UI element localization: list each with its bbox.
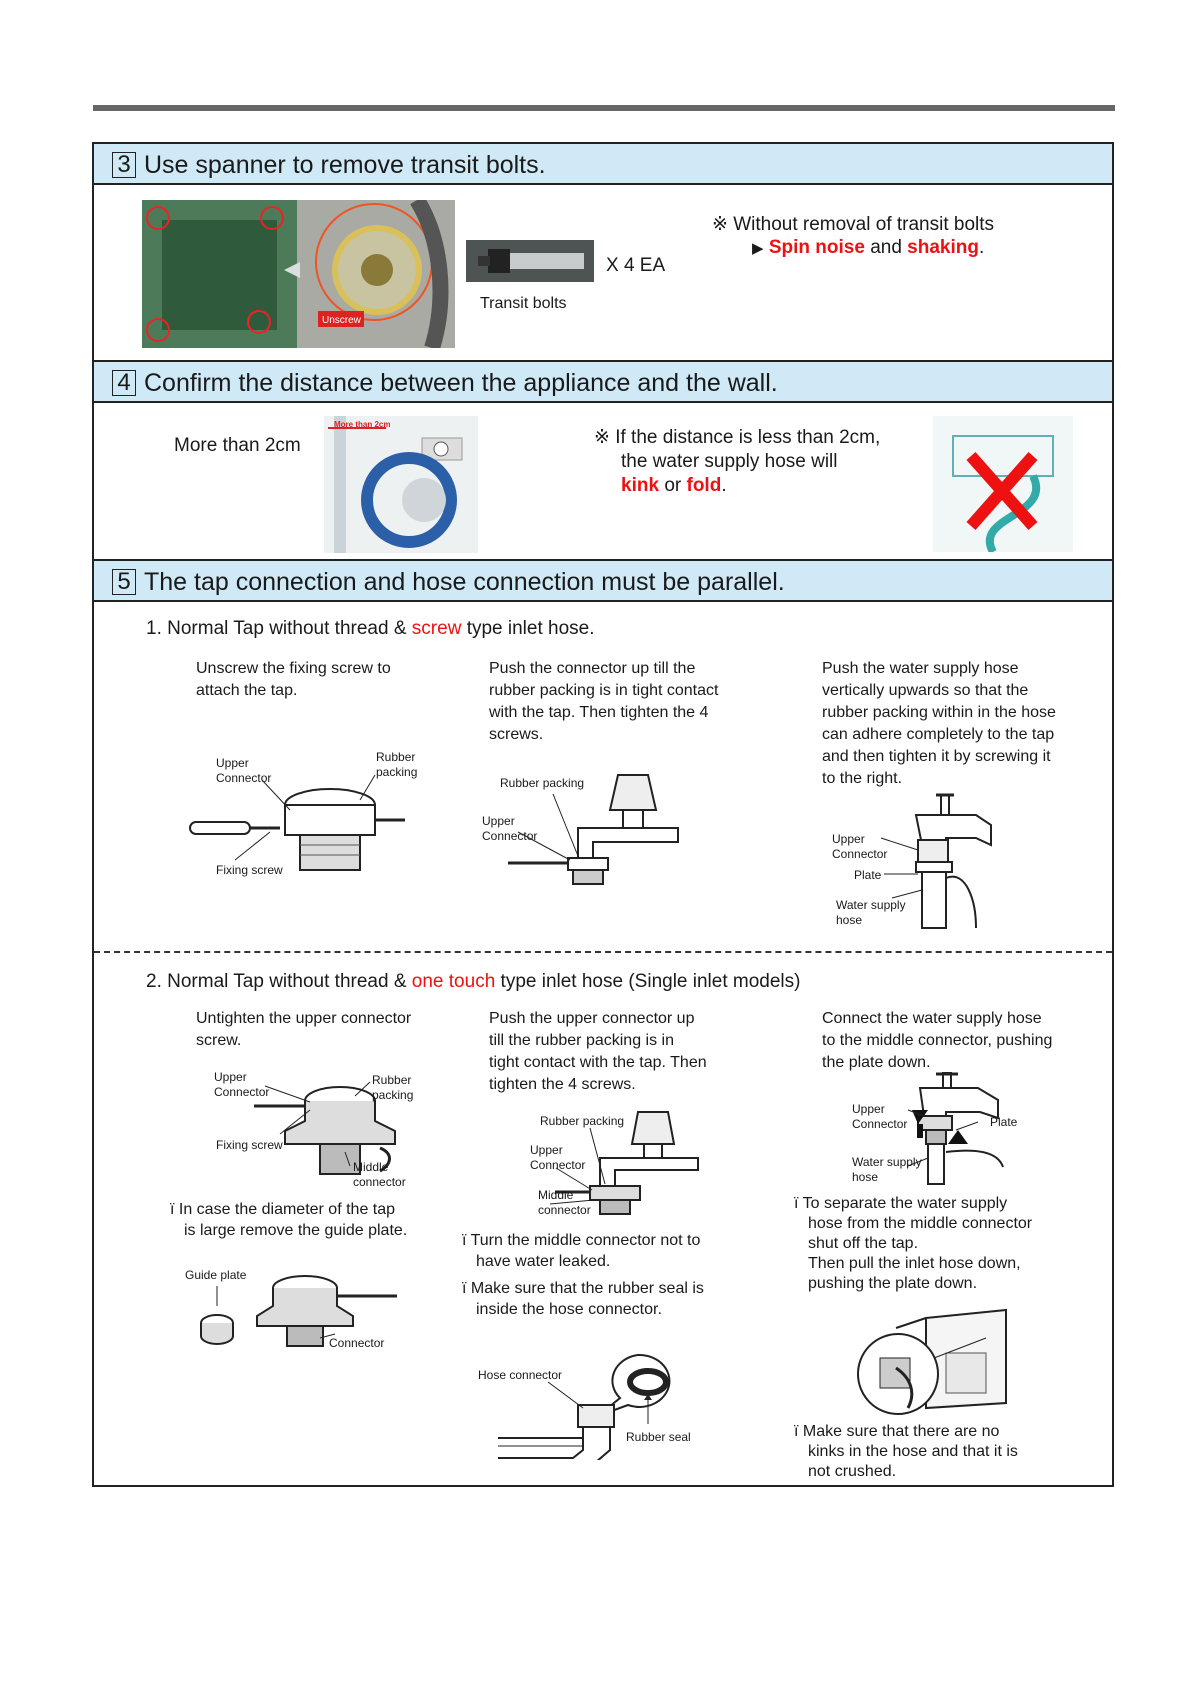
section-title: Use spanner to remove transit bolts. [144,151,546,179]
one-touch-connector-diagram: Upper Connector Rubber packing Fixing screw Middle connector [214,1070,414,1189]
kinked-hose-image [933,416,1073,552]
section-title: The tap connection and hose connection must be parallel. [144,568,785,596]
connector-diagram: Upper Connector Rubber packing Fixing screw [180,750,430,880]
arrow-icon: ▶ [752,240,764,257]
section-number: 5 [112,569,136,595]
step2-instruction: Push the connector up till the rubber packing is in tight contact with the tap. Then tighten the 4 screws. [489,660,719,743]
tap-connector-diagram: Rubber packing Upper Connector [478,770,698,890]
bolt-quantity: X 4 EA [606,255,666,276]
step3-instruction: Push the water supply hose vertically upwards so that the rubber packing within in the hose can adhere completely to the tap and then tighten it by screwing it to the right. [822,660,1056,787]
step1-instruction: Unscrew the fixing screw to attach the tap. [196,660,391,699]
transit-bolt-photo [142,200,455,348]
transit-note-line1: ※ Without removal of transit bolts [712,214,995,235]
one-touch-hose-diagram: Upper Connector Plate Water supply hose [848,1072,1018,1187]
transit-bolts-caption: Transit bolts [480,295,567,312]
section-title: Confirm the distance between the appliance and the wall. [144,369,778,397]
distance-note-line3: kink or fold. [621,475,727,496]
step4-instruction: Untighten the upper connector screw. [196,1010,412,1049]
step5-instruction: Push the upper connector up till the rubber packing is in tight contact with the tap. Then tighten the 4 screws. [489,1010,707,1093]
subheading-1: 1. Normal Tap without thread & screw type inlet hose. [146,618,595,639]
section-4-header [94,360,1112,403]
no-kinks-note: ï Make sure that there are no kinks in the hose and that it is not crushed. [794,1423,1018,1480]
transit-bolt-image [466,240,594,282]
photo-distance-label: More than 2cm [334,420,391,429]
section-divider [94,951,1112,953]
step6-instruction: Connect the water supply hose to the middle connector, pushing the plate down. [822,1010,1053,1071]
reference-mark: ※ [594,427,610,448]
washer-hose-check-diagram [856,1308,1016,1418]
section-3-header [94,142,1112,185]
reference-mark: ※ [712,214,728,235]
distance-label: More than 2cm [174,435,301,456]
separate-hose-note: ï To separate the water supply hose from the middle connector shut off the tap. Then pull the inlet hose down, pushing the plate down. [794,1195,1033,1292]
top-rule [93,105,1115,111]
subheading-2: 2. Normal Tap without thread & one touch type inlet hose (Single inlet models) [146,971,801,992]
transit-note-line2: ▶ Spin noise and shaking. [752,237,985,258]
section-5-header [94,559,1112,602]
distance-note-line2: the water supply hose will [621,451,838,472]
unscrew-label: Unscrew [322,315,361,326]
section-number: 3 [112,152,136,178]
rubber-seal-note: ï Make sure that the rubber seal is inside the hose connector. [462,1280,704,1318]
guide-plate-diagram: Guide plate Connector [185,1268,385,1350]
washer-distance-photo [324,416,478,553]
section-number: 4 [112,370,136,396]
one-touch-tap-diagram: Rubber packing Upper Connector Middle connector [520,1108,700,1220]
water-hose-diagram: Upper Connector Plate Water supply hose [826,790,1006,930]
middle-connector-note: ï Turn the middle connector not to have water leaked. [462,1232,701,1270]
guide-plate-note: ï In case the diameter of the tap is large remove the guide plate. [170,1201,408,1239]
distance-note-line1: ※ If the distance is less than 2cm, [594,427,881,448]
hose-connector-diagram: Hose connector Rubber seal [478,1350,703,1460]
